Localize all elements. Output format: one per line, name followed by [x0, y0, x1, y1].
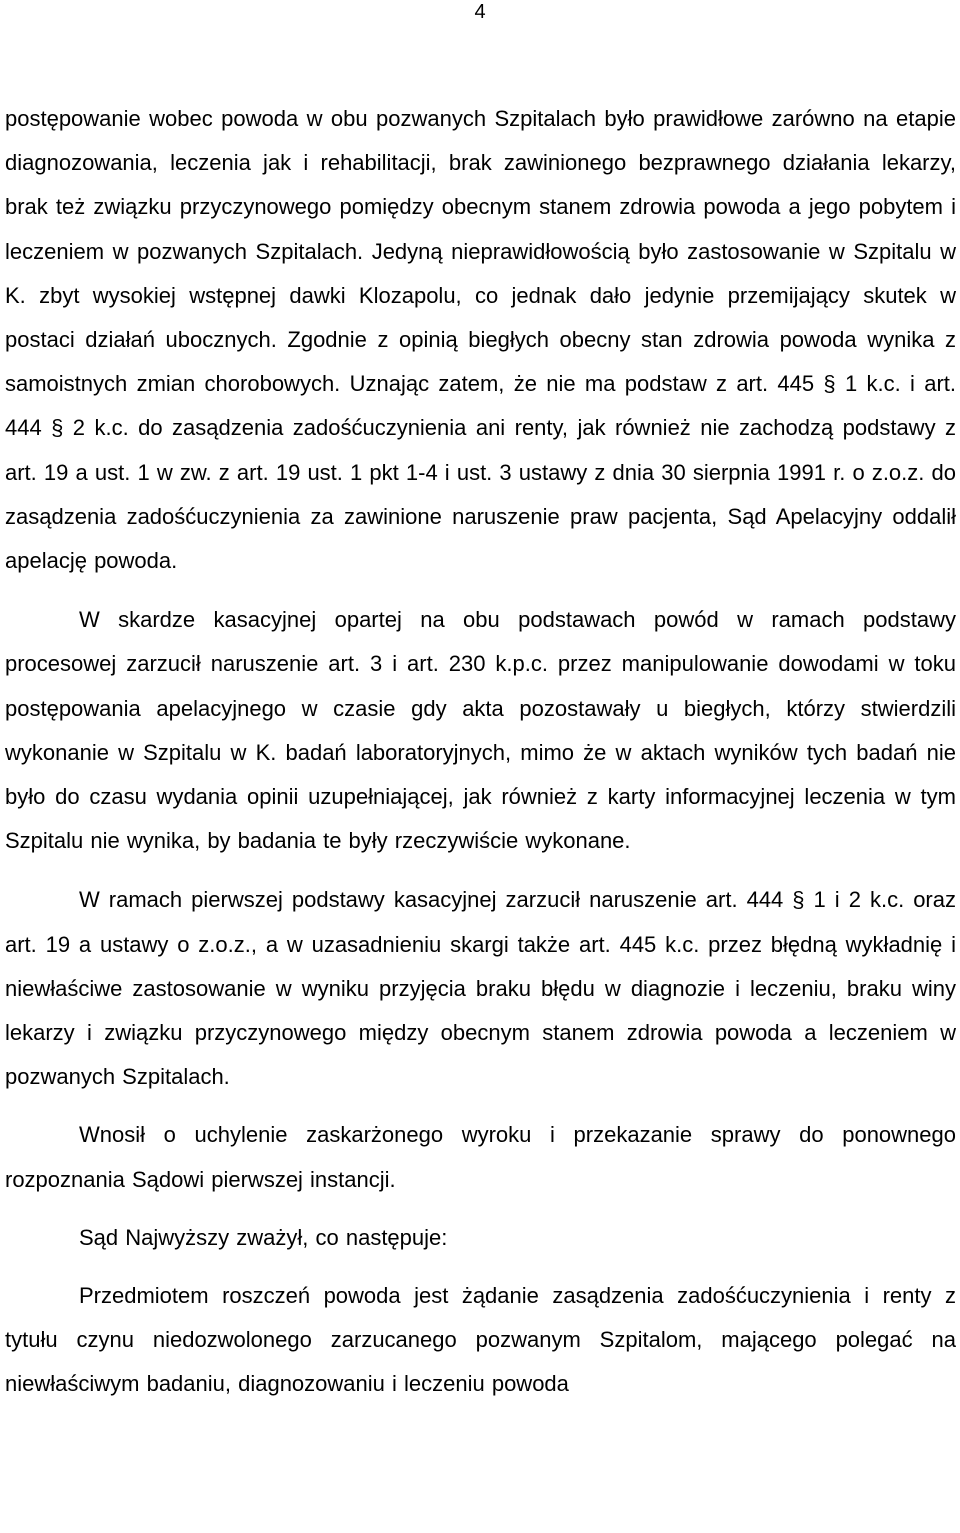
paragraph-proceedings-summary: postępowanie wobec powoda w obu pozwanych Szpitalach było prawidłowe zarówno na etapie diagnozowania, leczenia jak i rehabilitacji, brak zawinionego bezprawnego działania lekarzy, brak też związku przyczynowego pomiędzy obecnym stanem zdrowia powoda a jego pobytem i leczeniem w pozwanych Szpitalach. Jedyną nieprawidłowością było zastosowanie w Szpitalu w K. zbyt wysokiej wstępnej dawki Klozapolu, co jednak dało jedynie przemijający skutek w postaci działań ubocznych. Zgodnie z opinią biegłych obecny stan zdrowia powoda wynika z samoistnych zmian chorobowych. Uznając zatem, że nie ma podstaw z art. 445 § 1 k.c. i art. 444 § 2 k.c. do zasądzenia zadośćuczynienia ani renty, jak również nie zachodzą podstawy z art. 19 a ust. 1 w zw. z art. 19 ust. 1 pkt 1-4 i ust. 3 ustawy z dnia 30 sierpnia 1991 r. o z.o.z. do zasądzenia zadośćuczynienia za zawinione naruszenie praw pacjenta, Sąd Apelacyjny oddalił apelację powoda.: [5, 106, 956, 574]
paragraph-subject-of-claims: Przedmiotem roszczeń powoda jest żądanie zasądzenia zadośćuczynienia i renty z tytułu czynu niedozwolonego zarzucanego pozwanym Szpitalom, mającego polegać na niewłaściwym badaniu, diagnozowaniu i leczeniu powoda: [5, 1283, 956, 1397]
paragraph-motion: Wnosił o uchylenie zaskarżonego wyroku i przekazanie sprawy do ponownego rozpoznania Sądowi pierwszej instancji.: [5, 1122, 956, 1192]
page-number: 4: [474, 1, 486, 23]
document-body: [5, 97, 956, 1407]
paragraph-cassation-procedural: W skardze kasacyjnej opartej na obu podstawach powód w ramach podstawy procesowej zarzucił naruszenie art. 3 i art. 230 k.p.c. przez manipulowanie dowodami w toku postępowania apelacyjnego w czasie gdy akta pozostawały u biegłych, którzy stwierdzili wykonanie w Szpitalu w K. badań laboratoryjnych, mimo że w aktach wyników tych badań nie było do czasu wydania opinii uzupełniającej, jak również z karty informacyjnej leczenia w tym Szpitalu nie wynika, by badania te były rzeczywiście wykonane.: [5, 607, 956, 854]
paragraph-cassation-substantive: W ramach pierwszej podstawy kasacyjnej zarzucił naruszenie art. 444 § 1 i 2 k.c. oraz art. 19 a ustawy o z.o.z., a w uzasadnieniu skargi także art. 445 k.c. przez błędną wykładnię i niewłaściwe zastosowanie w wyniku przyjęcia braku błędu w diagnozie i leczeniu, braku winy lekarzy i związku przyczynowego między obecnym stanem zdrowia powoda a leczeniem w pozwanych Szpitalach.: [5, 887, 956, 1090]
paragraph-court-heading: Sąd Najwyższy zważył, co następuje:: [79, 1224, 448, 1250]
